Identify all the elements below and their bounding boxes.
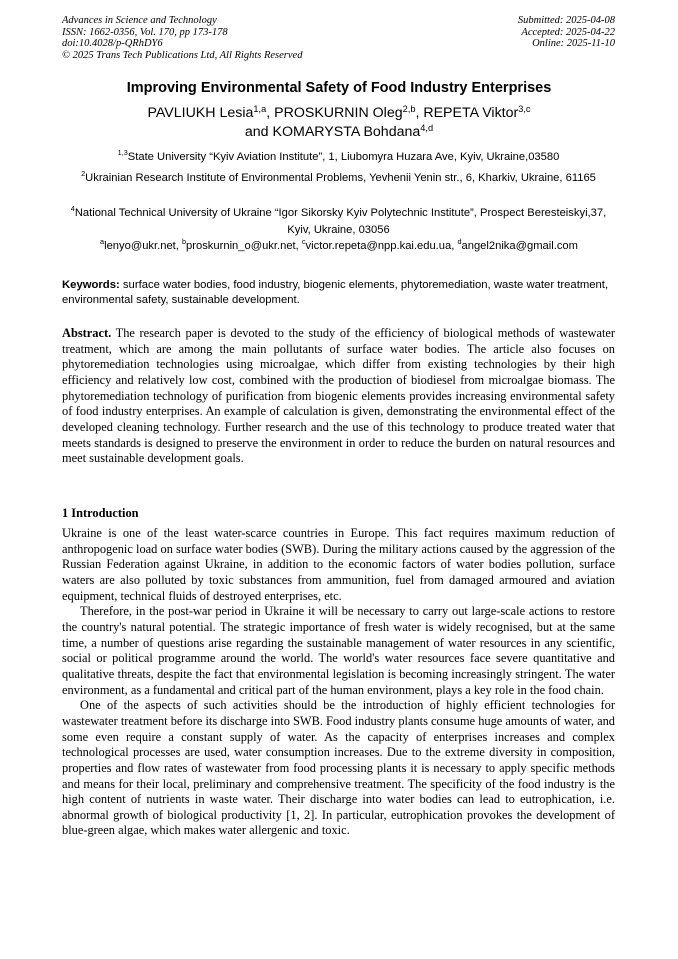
introduction-body bbox=[62, 526, 615, 839]
abstract-text: The research paper is devoted to the study of the efficiency of biological methods of wastewater treatment, which are among the main pollutants of surface water bodies. The article also focuses on phytoremediation technologies using microalgae, which differ from existing technologies by their high efficiency and relatively low cost, combined with the production of biodiesel from microalgae biomass. The phytoremediation technology of purification from biogenic elements provides increasing environmental safety of food industry enterprises. An example of calculation is given, demonstrating the environmental effect of the developed cleaning technology. Further research and the use of this technology to produce treated water that meets standards is designed to preserve the environment in order to reduce the burden on natural resources and meet sustainable development goals. bbox=[62, 326, 616, 466]
email-link: angel2nika@gmail.com bbox=[461, 240, 578, 252]
email-link: lenyo@ukr.net, bbox=[104, 240, 182, 252]
affiliation: $^2$Ukrainian Research Institute of Environmental Problems, Yevhenii Yenin str., 6, Kharkiv, Ukraine, 61165 bbox=[81, 169, 596, 184]
paper-title: Improving Environmental Safety of Food Industry Enterprises bbox=[126, 80, 552, 96]
keywords bbox=[62, 278, 615, 307]
section-heading: 1 Introduction bbox=[62, 506, 139, 520]
doi-line: doi:10.4028/p-QRhDY6 bbox=[62, 38, 163, 49]
affiliation: $^{1,3}$State University “Kyiv Aviation Institute”, 1, Liubomyra Huzara Ave, Kyiv, Ukraine,03580 bbox=[117, 148, 560, 163]
accepted-date: Accepted: 2025-04-22 bbox=[521, 26, 615, 38]
author-list: PAVLIUKH Lesia$^{1,a}$, PROSKURNIN Oleg$^{2,b}$, REPETA Viktor$^{3,c}$ and KOMARYSTA Bohdana$^{4,d}$ bbox=[147, 104, 531, 140]
keywords-text: surface water bodies, food industry, biogenic elements, phytoremediation, waste water treatment, environmental safety, sustainable development. bbox=[62, 279, 609, 306]
issn-line: ISSN: 1662-0356, Vol. 170, pp 173-178 bbox=[62, 26, 228, 38]
author-sup: 3,c bbox=[518, 104, 531, 114]
online-date: Online: 2025-11-10 bbox=[532, 38, 615, 49]
copyright-line: © 2025 Trans Tech Publications Ltd, All Rights Reserved bbox=[62, 49, 303, 61]
journal-name: Advances in Science and Technology bbox=[62, 15, 217, 26]
abstract-label: Abstract. bbox=[62, 326, 112, 340]
keywords-label: Keywords: bbox=[62, 279, 120, 291]
email-link: victor.repeta@npp.kai.edu.ua, bbox=[305, 240, 458, 252]
author-sup: 1,a bbox=[253, 104, 267, 114]
submitted-date: Submitted: 2025-04-08 bbox=[517, 15, 615, 26]
dates-header bbox=[518, 15, 615, 50]
author-emails: $^a$lenyo@ukr.net, $^b$proskurnin_o@ukr.net, $^c$victor.repeta@npp.kai.edu.ua, $^d$angel2nika@gmail.com bbox=[100, 237, 578, 252]
author-name: REPETA Viktor bbox=[423, 105, 519, 121]
author-name: PROSKURNIN Oleg bbox=[274, 105, 403, 121]
author-sup: 2,b bbox=[402, 104, 416, 114]
author-sup: 4,d bbox=[420, 123, 434, 133]
abstract bbox=[62, 326, 615, 467]
body-paragraph: Therefore, in the post-war period in Ukraine it will be necessary to carry out large-scale actions to restore the country's natural potential. The strategic importance of fresh water is widely recognised, but at the same time, a number of questions arise regarding the sustainable management of water resources in any scientific, social or political programme around the world. The world's water resources face severe quantitative and qualitative threats, despite the fact that environmental legislation is becoming increasingly stringent. The water environment, as a fundamental and critical part of the human environment, plays a key role in the food chain. bbox=[62, 604, 615, 697]
body-paragraph: Ukraine is one of the least water-scarce countries in Europe. This fact requires maximum reduction of anthropogenic load on surface water bodies (SWB). During the military actions caused by the aggression of the Russian Federation against Ukraine, in addition to the economic factors of water bodies pollution, surface waters are also polluted by toxic substances from ammunition, fuel from damaged armoured and aviation equipment, technical fluids of destroyed enterprises, etc. bbox=[62, 526, 615, 603]
body-paragraph: One of the aspects of such activities should be the introduction of highly efficient technologies for wastewater treatment before its discharge into SWB. Food industry plants consume huge amounts of water, and some even require a constant supply of water. As the capacity of enterprises increases and complex technological processes are used, water consumption increases. Due to the extreme diversity in composition, properties and flow rates of wastewater from food processing plants it is necessary to apply specific methods and means for their local, preliminary and comprehensive treatment. The specificity of the food industry is the high content of nutrients in waste water. Their discharge into water bodies can lead to eutrophication, i.e. abnormal growth of biological productivity [1, 2]. In particular, eutrophication provokes the development of blue-green algae, which makes water allergenic and toxic. bbox=[62, 698, 615, 838]
author-name: and KOMARYSTA Bohdana bbox=[244, 124, 421, 140]
author-name: PAVLIUKH Lesia bbox=[147, 105, 254, 121]
email-link: proskurnin_o@ukr.net, bbox=[186, 240, 302, 252]
journal-header bbox=[62, 15, 302, 61]
affiliation: $^4$National Technical University of Ukraine “Igor Sikorsky Kyiv Polytechnic Institute”, Prospect Beresteiskyi,37, Kyiv, Ukraine, 03056 bbox=[70, 204, 607, 236]
